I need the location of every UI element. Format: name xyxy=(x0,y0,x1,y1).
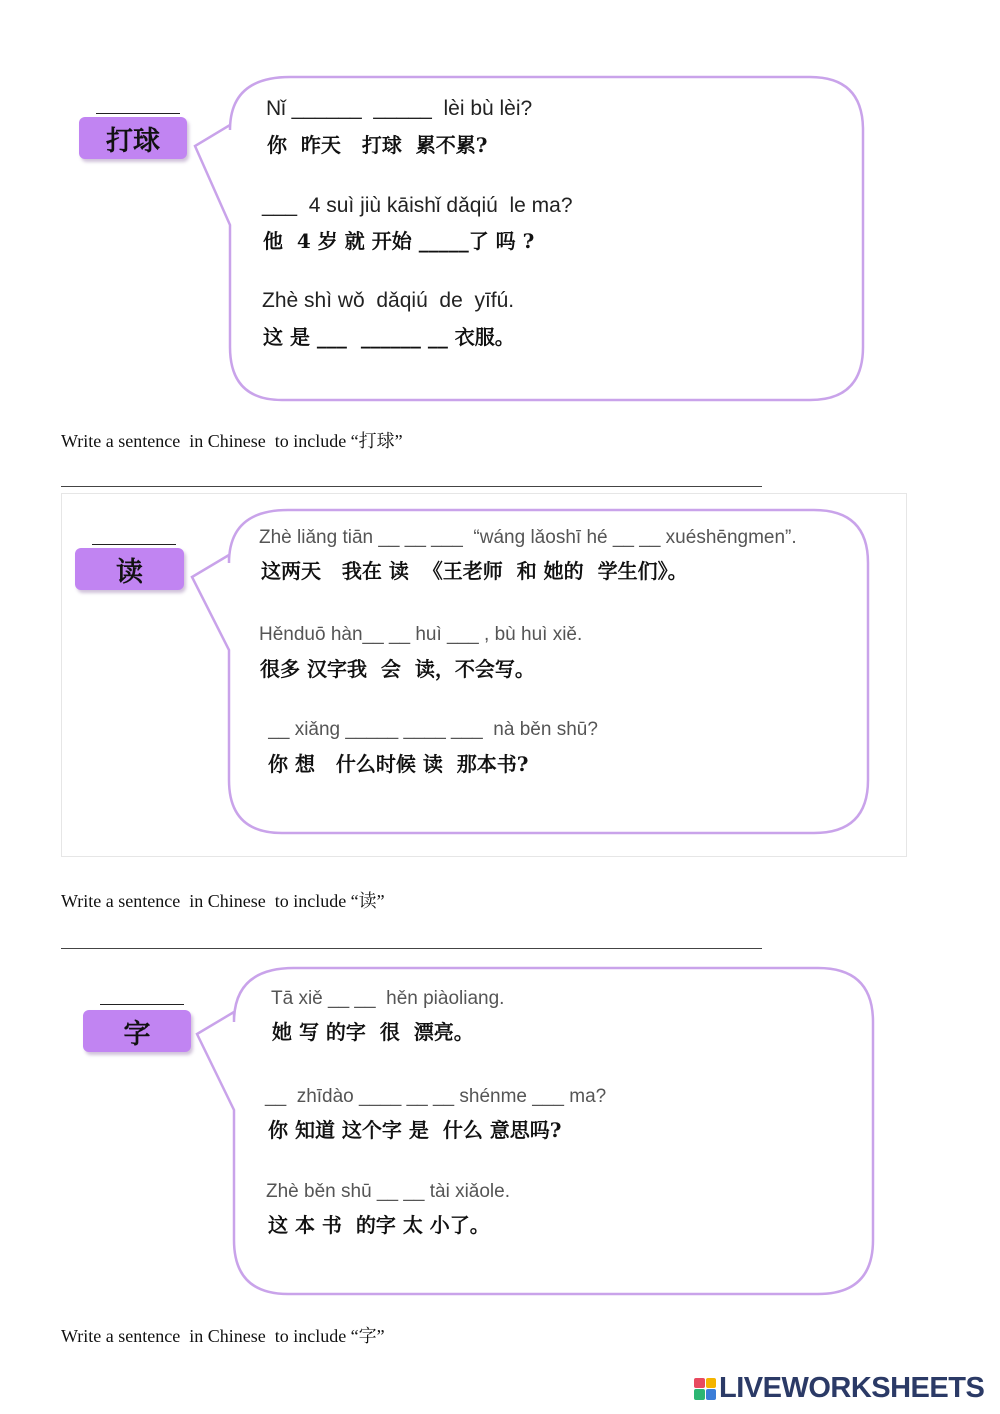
watermark-text: LIVEWORKSHEETS xyxy=(719,1372,985,1404)
chinese-line: 你 昨天 打球 累不累? xyxy=(267,133,488,157)
vocab-tag: 打球 xyxy=(79,117,187,159)
answer-line[interactable] xyxy=(61,948,762,949)
chinese-line: 这两天 我在 读 《王老师 和 她的 学生们》。 xyxy=(261,559,688,583)
vocab-tag: 字 xyxy=(83,1010,191,1052)
liveworksheets-logo-icon xyxy=(694,1378,716,1400)
pinyin-line: Hěnduō hàn__ __ huì ___ , bù huì xiě. xyxy=(259,624,583,645)
pinyin-line: ___ 4 suì jiù kāishǐ dǎqiú le ma? xyxy=(262,194,573,217)
chinese-line: 她 写 的字 很 漂亮。 xyxy=(272,1020,474,1044)
tag-answer-line[interactable] xyxy=(92,544,176,545)
pinyin-line: Zhè liǎng tiān __ __ ___ “wáng lǎoshī hé __ __ xuéshēngmen”. xyxy=(259,527,797,548)
chinese-line: 这 本 书 的字 太 小了。 xyxy=(268,1213,490,1237)
vocab-tag: 读 xyxy=(75,548,184,590)
pinyin-line: Nǐ ______ _____ lèi bù lèi? xyxy=(266,97,533,120)
chinese-line: 很多 汉字我 会 读，不会写。 xyxy=(260,657,535,681)
chinese-line: 这 是 ___ ______ __ 衣服。 xyxy=(263,325,515,349)
pinyin-line: __ xiǎng _____ ____ ___ nà běn shū? xyxy=(263,719,598,740)
answer-line[interactable] xyxy=(61,486,762,487)
instruction-text: Write a sentence in Chinese to include “字” xyxy=(61,1326,385,1346)
pinyin-line: __ zhīdào ____ __ __ shénme ___ ma? xyxy=(265,1086,607,1107)
chinese-line: 你 知道 这个字 是 什么 意思吗? xyxy=(268,1118,562,1142)
pinyin-line: Zhè běn shū __ __ tài xiǎole. xyxy=(266,1181,511,1202)
chinese-line: 他 4 岁 就 开始 _____了 吗 ? xyxy=(263,229,535,253)
instruction-text: Write a sentence in Chinese to include “打球” xyxy=(61,431,403,451)
pinyin-line: Tā xiě __ __ hěn piàoliang. xyxy=(271,988,505,1009)
liveworksheets-watermark[interactable] xyxy=(694,1372,984,1405)
tag-answer-line[interactable] xyxy=(100,1004,184,1005)
tag-answer-line[interactable] xyxy=(96,113,180,114)
chinese-line: 你 想 什么时候 读 那本书? xyxy=(268,752,529,776)
instruction-text: Write a sentence in Chinese to include “读” xyxy=(61,891,385,911)
pinyin-line: Zhè shì wǒ dǎqiú de yīfú. xyxy=(262,289,515,312)
